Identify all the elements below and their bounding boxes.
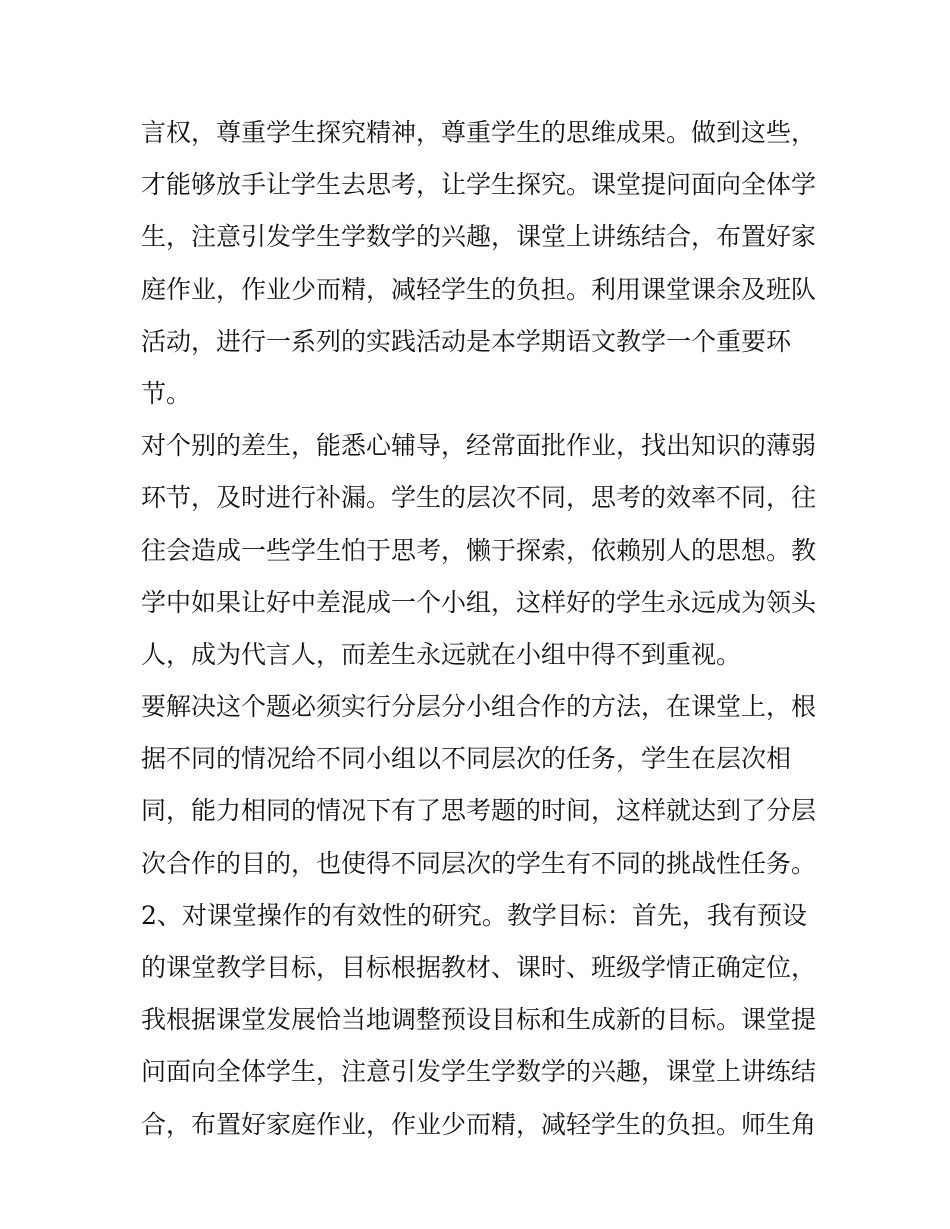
text-line: 庭作业，作业少而精，减轻学生的负担。利用课堂课余及班队 [141, 274, 817, 304]
text-line: 对个别的差生，能悉心辅导，经常面批作业，找出知识的薄弱 [141, 431, 817, 461]
body-text [141, 107, 821, 1151]
text-line: 我根据课堂发展恰当地调整预设目标和生成新的目标。课堂提 [141, 1005, 817, 1035]
text-line: 据不同的情况给不同小组以不同层次的任务，学生在层次相 [141, 744, 792, 774]
text-line: 活动，进行一系列的实践活动是本学期语文教学一个重要环 [141, 326, 792, 356]
text-line: 问面向全体学生，注意引发学生学数学的兴趣，课堂上讲练结 [141, 1057, 817, 1087]
text-line: 才能够放手让学生去思考，让学生探究。课堂提问面向全体学 [141, 170, 817, 200]
text-line: 环节，及时进行补漏。学生的层次不同，思考的效率不同，往 [141, 483, 817, 513]
text-line: 次合作的目的，也使得不同层次的学生有不同的挑战性任务。 [141, 848, 817, 878]
text-line: 2、对课堂操作的有效性的研究。教学目标：首先，我有预设 [141, 900, 807, 930]
text-line: 同，能力相同的情况下有了思考题的时间，这样就达到了分层 [141, 796, 817, 826]
text-line: 的课堂教学目标，目标根据教材、课时、班级学情正确定位， [141, 953, 817, 982]
text-line: 节。 [141, 378, 192, 408]
text-line: 学中如果让好中差混成一个小组，这样好的学生永远成为领头 [141, 587, 817, 617]
text-line: 合，布置好家庭作业，作业少而精，减轻学生的负担。师生角 [141, 1109, 817, 1139]
text-line: 人，成为代言人，而差生永远就在小组中得不到重视。 [141, 639, 742, 669]
text-line: 往会造成一些学生怕于思考，懒于探索，依赖别人的思想。教 [141, 535, 817, 565]
text-line: 要解决这个题必须实行分层分小组合作的方法，在课堂上，根 [141, 692, 817, 722]
text-line: 生，注意引发学生学数学的兴趣，课堂上讲练结合，布置好家 [141, 222, 817, 252]
text-line: 言权，尊重学生探究精神，尊重学生的思维成果。做到这些， [141, 118, 817, 147]
